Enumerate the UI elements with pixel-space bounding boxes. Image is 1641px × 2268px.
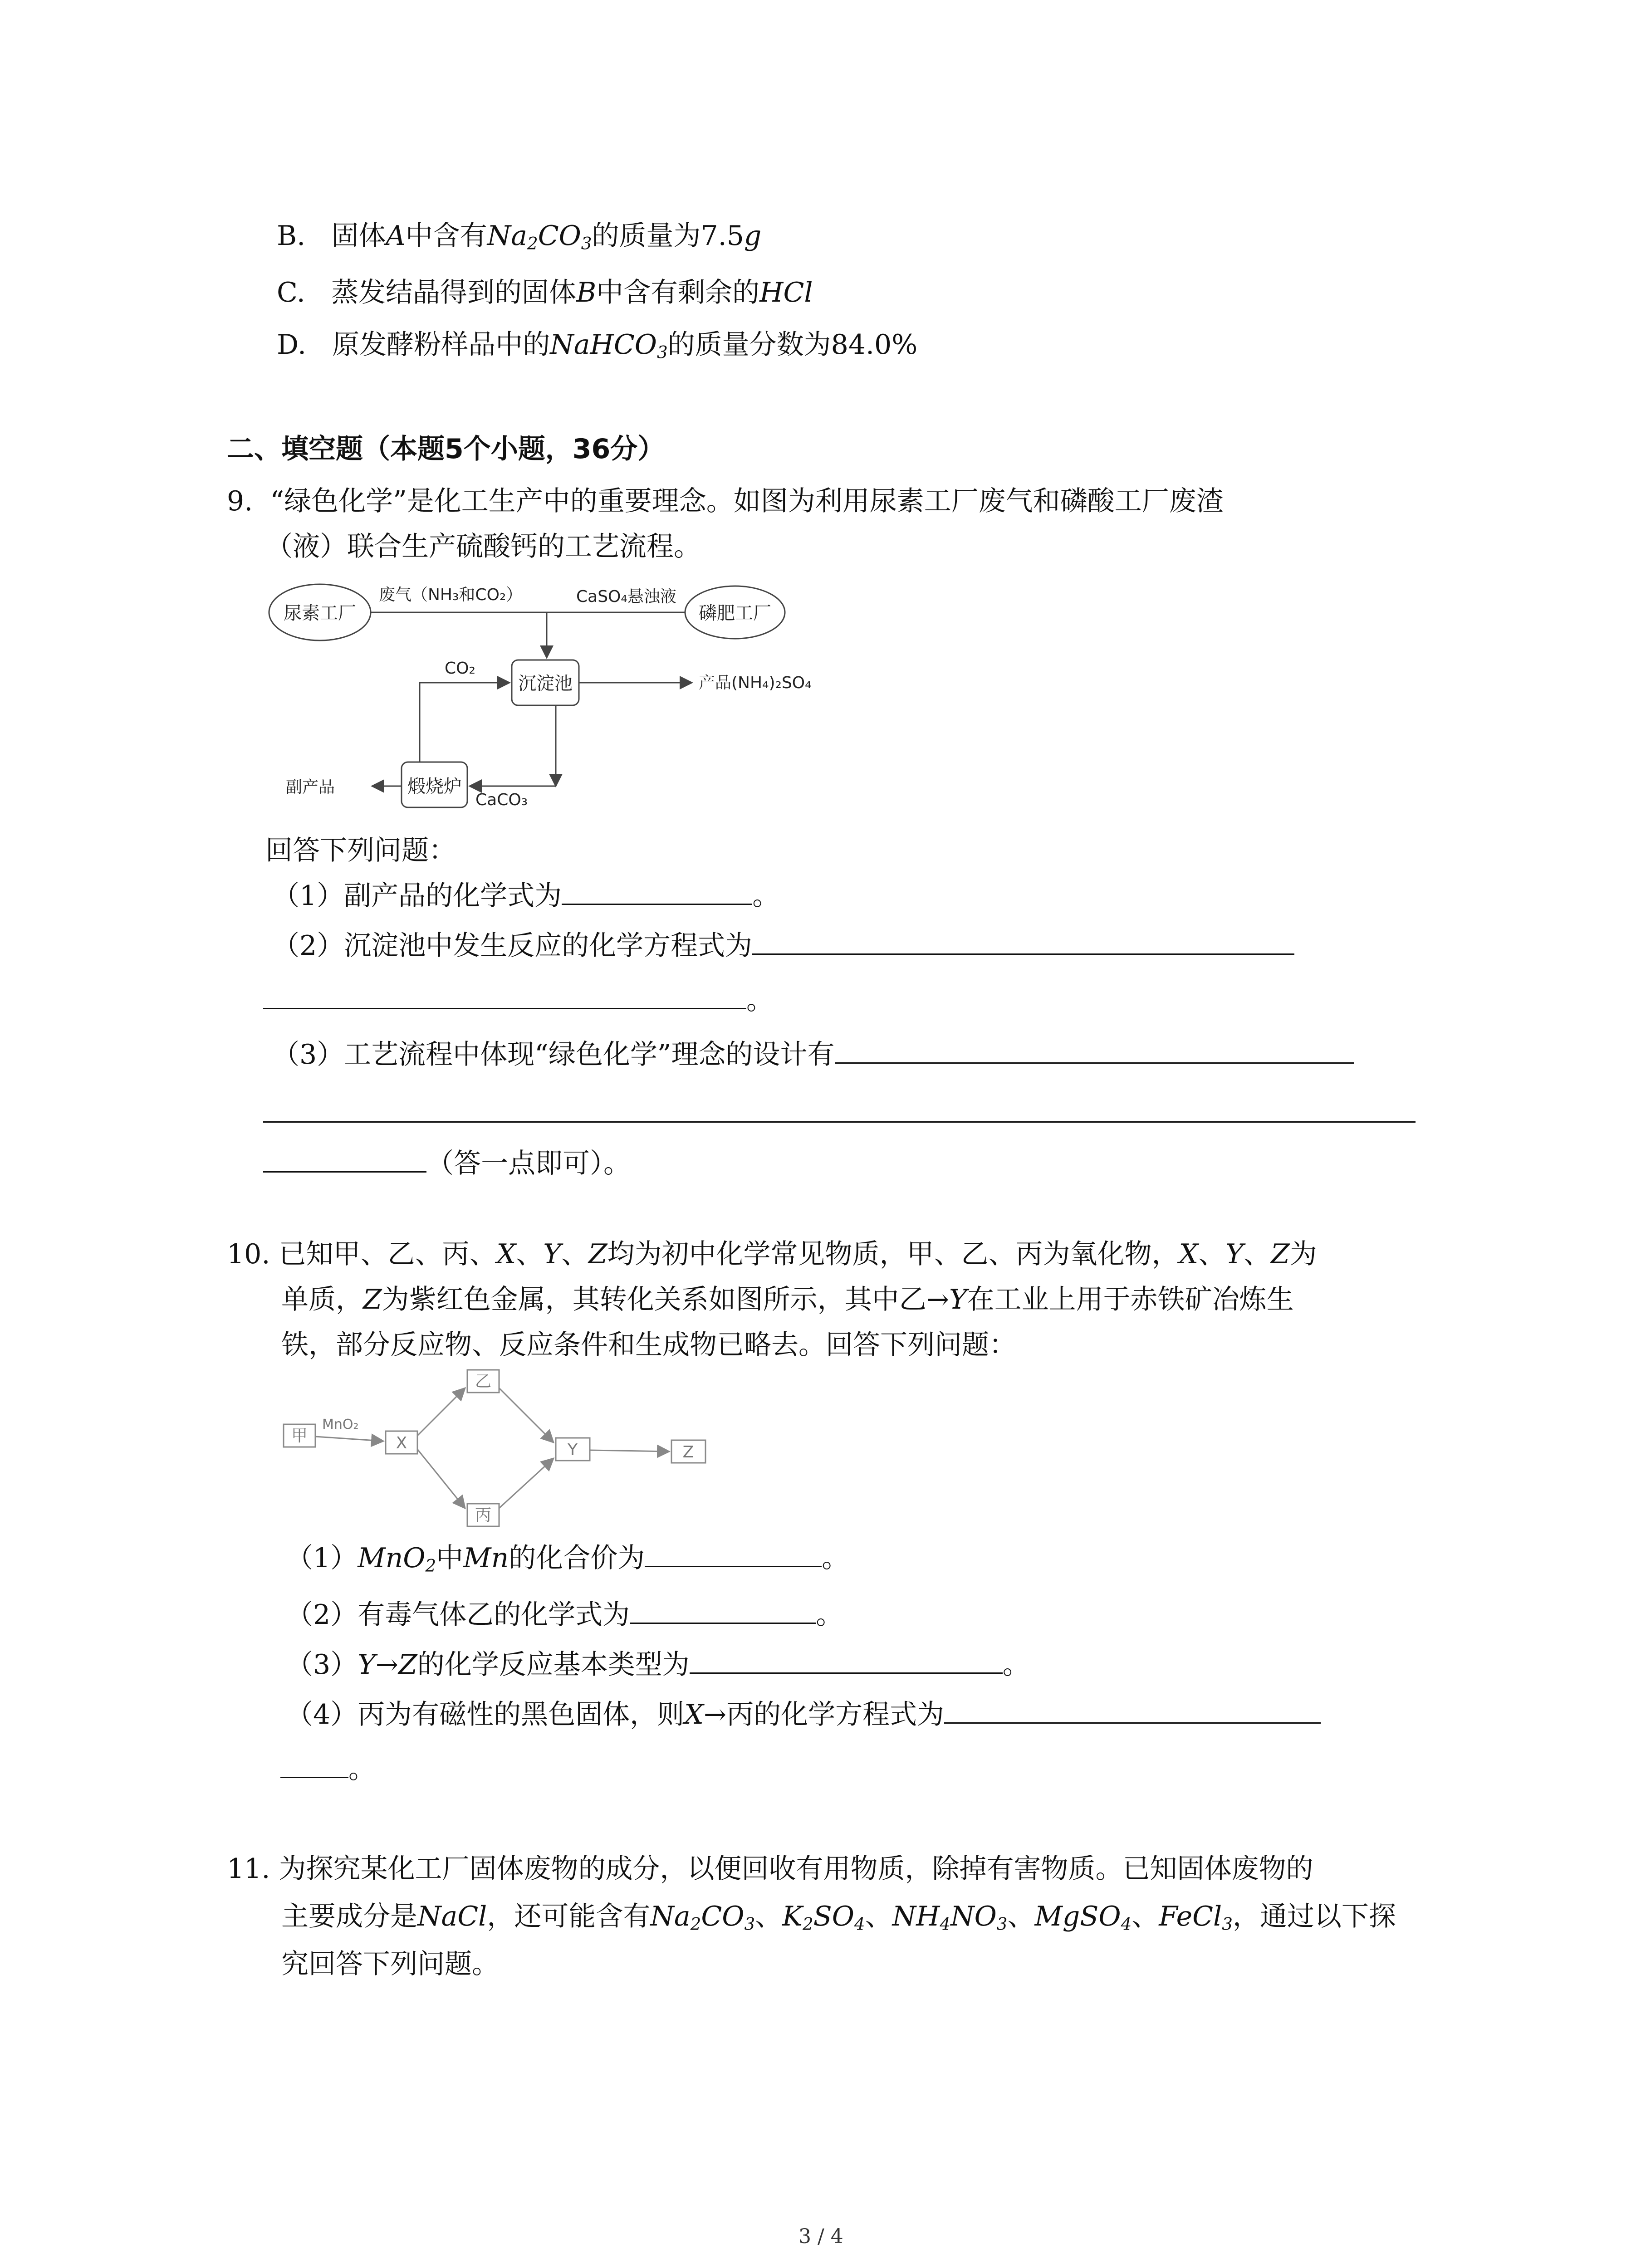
text: →丙的化学方程式为 — [703, 1699, 945, 1730]
z-label: Z — [682, 1443, 694, 1461]
f: Na — [487, 220, 528, 252]
var: X — [1179, 1238, 1199, 1270]
text: 、 — [1007, 1901, 1035, 1932]
f: K — [782, 1901, 803, 1932]
q10-part4-cont — [280, 1751, 376, 1787]
bing-label: 丙 — [475, 1506, 492, 1525]
q10-part2 — [286, 1597, 843, 1633]
text: 已知甲、乙、丙、 — [279, 1238, 497, 1270]
text: → — [375, 1649, 399, 1681]
mno2-label: MnO₂ — [322, 1417, 359, 1432]
f: MnO — [358, 1542, 426, 1574]
formula — [358, 1542, 436, 1574]
sub: 3 — [581, 233, 592, 254]
text: 、 — [561, 1238, 588, 1270]
answer-blank[interactable] — [280, 1751, 348, 1778]
text: 的化学反应基本类型为 — [417, 1649, 690, 1681]
q9-part3-cont — [263, 1145, 631, 1182]
formula: NaCl — [417, 1901, 487, 1932]
f: NO — [950, 1901, 997, 1932]
text: （3）工艺流程中体现“绿色化学”理念的设计有 — [272, 1039, 835, 1070]
text: 单质， — [281, 1284, 363, 1315]
text: 。 — [752, 880, 780, 912]
answer-blank[interactable] — [562, 878, 752, 905]
f: Na — [650, 1901, 691, 1932]
text: 主要成分是 — [281, 1901, 417, 1932]
unit: g — [744, 220, 762, 252]
q11-line3: 究回答下列问题。 — [281, 1948, 499, 1980]
byproduct-label: 副产品 — [286, 778, 335, 797]
q10-part4 — [286, 1696, 1321, 1733]
answer-blank[interactable] — [263, 982, 746, 1009]
product-label: 产品(NH₄)₂SO₄ — [699, 674, 812, 692]
q9-prompt: 回答下列问题： — [265, 835, 456, 866]
text: 原发酵粉样品中的 — [332, 329, 550, 361]
y-label: Y — [568, 1441, 578, 1459]
calciner-label: 煅烧炉 — [407, 776, 462, 797]
var: X — [496, 1238, 516, 1270]
text: 的质量为7.5 — [592, 220, 744, 252]
text: 。 — [348, 1753, 376, 1785]
q9-flow-diagram — [263, 569, 844, 828]
option-label: D. — [277, 329, 307, 361]
f: FeCl — [1159, 1901, 1222, 1932]
formula: HCl — [759, 277, 813, 308]
sub: 4 — [1121, 1914, 1132, 1934]
text: 、 — [755, 1901, 783, 1932]
var: Y — [358, 1649, 376, 1681]
answer-blank[interactable] — [690, 1647, 1003, 1674]
f: NaHCO — [550, 329, 657, 361]
f: SO — [813, 1901, 854, 1932]
text: 的化合价为 — [509, 1542, 645, 1574]
answer-blank[interactable] — [835, 1037, 1354, 1064]
text: 、 — [1132, 1901, 1159, 1932]
formula — [1034, 1901, 1132, 1932]
text: 蒸发结晶得到的固体 — [331, 277, 577, 308]
q10-line2 — [281, 1281, 1294, 1318]
waste-gas-label: 废气（NH₃和CO₂） — [379, 586, 523, 604]
text: “绿色化学”是化工生产中的重要理念。如图为利用尿素工厂废气和磷酸工厂废渣 — [270, 485, 1224, 517]
text: 。 — [1002, 1649, 1030, 1681]
f: NH — [892, 1901, 940, 1932]
text: 。 — [822, 1542, 849, 1574]
option-label: B. — [277, 220, 306, 252]
text: （3） — [286, 1649, 358, 1681]
text: （4）丙为有磁性的黑色固体，则 — [286, 1699, 685, 1730]
sub: 3 — [996, 1914, 1008, 1934]
text: 均为初中化学常见物质，甲、乙、丙为氧化物， — [607, 1238, 1179, 1270]
text: 为探究某化工厂固体废物的成分，以便回收有用物质，除掉有害物质。已知固体废物的 — [279, 1853, 1313, 1885]
formula — [782, 1901, 865, 1932]
option-b — [277, 218, 761, 254]
answer-blank[interactable] — [752, 928, 1294, 955]
formula — [650, 1901, 755, 1932]
f: CO — [538, 220, 581, 252]
q9-part3 — [272, 1036, 1354, 1073]
sub: 3 — [656, 342, 668, 362]
formula — [1159, 1901, 1233, 1932]
text: 、 — [516, 1238, 544, 1270]
q9-line1 — [227, 483, 1224, 519]
text: 、 — [1198, 1238, 1226, 1270]
text: 中含有 — [405, 220, 487, 252]
question-number: 11. — [227, 1853, 270, 1885]
text: 中 — [436, 1542, 464, 1574]
jia-label: 甲 — [291, 1427, 308, 1445]
section-title: 二、填空题（本题5个小题，36分） — [227, 433, 665, 465]
sub: 2 — [690, 1914, 701, 1934]
q11-line2 — [281, 1898, 1396, 1935]
answer-blank[interactable] — [645, 1540, 822, 1567]
q9-line2: （液）联合生产硫酸钙的工艺流程。 — [265, 531, 701, 562]
var: Y — [1225, 1238, 1244, 1270]
text: 为紫红色金属，其转化关系如图所示，其中乙→ — [382, 1284, 949, 1315]
q10-line1 — [227, 1236, 1317, 1272]
text: （1）副产品的化学式为 — [272, 880, 562, 912]
co2-label: CO₂ — [445, 659, 475, 678]
q9-part1 — [272, 878, 779, 914]
settling-tank-label: 沉淀池 — [518, 673, 573, 694]
text: 为 — [1289, 1238, 1317, 1270]
q10-part1 — [286, 1540, 849, 1576]
text: 。 — [746, 984, 774, 1016]
question-number: 9. — [227, 485, 253, 517]
text: ，还可能含有 — [487, 1901, 651, 1932]
caso4-label: CaSO₄悬浊液 — [576, 587, 676, 606]
sub: 2 — [527, 233, 538, 254]
option-c — [277, 274, 813, 311]
q11-line1 — [227, 1851, 1313, 1887]
var: Z — [1270, 1238, 1290, 1270]
text: 的质量分数为84.0% — [667, 329, 918, 361]
sub: 3 — [1222, 1914, 1233, 1934]
answer-blank[interactable] — [263, 1146, 426, 1173]
q10-transformation-diagram — [281, 1368, 726, 1529]
sub: 2 — [425, 1555, 436, 1576]
text: 固体 — [331, 220, 386, 252]
option-d — [277, 327, 917, 363]
text: 、 — [1243, 1238, 1271, 1270]
text: 在工业上用于赤铁矿冶炼生 — [967, 1284, 1294, 1315]
caco3-label: CaCO₃ — [475, 791, 528, 809]
q9-part2 — [272, 928, 1294, 964]
sub: 4 — [940, 1914, 951, 1934]
question-number: 10. — [227, 1238, 270, 1270]
q10-part3 — [286, 1647, 1030, 1683]
var: X — [684, 1699, 704, 1730]
q10-line3: 铁，部分反应物、反应条件和生成物已略去。回答下列问题： — [281, 1329, 1016, 1361]
var: Z — [363, 1284, 382, 1315]
var: Y — [543, 1238, 561, 1270]
var: B — [576, 277, 597, 308]
sub: 3 — [744, 1914, 755, 1934]
answer-blank[interactable] — [630, 1597, 816, 1624]
var: Z — [398, 1649, 417, 1681]
option-label: C. — [277, 277, 305, 308]
urea-plant-label: 尿素工厂 — [284, 603, 356, 624]
q9-part2-cont — [263, 982, 774, 1018]
text: 中含有剩余的 — [596, 277, 760, 308]
var: A — [386, 220, 406, 252]
page-number: 3 / 4 — [798, 2225, 843, 2248]
answer-blank[interactable] — [944, 1697, 1321, 1724]
sub: 2 — [802, 1914, 813, 1934]
text: （2）沉淀池中发生反应的化学方程式为 — [272, 930, 753, 962]
text: ，通过以下探 — [1232, 1901, 1396, 1932]
answer-line[interactable] — [263, 1121, 1416, 1123]
formula — [892, 1901, 1008, 1932]
sub: 4 — [854, 1914, 865, 1934]
formula — [487, 220, 592, 252]
var: Z — [588, 1238, 607, 1270]
text: （2）有毒气体乙的化学式为 — [286, 1599, 630, 1631]
x-label: X — [396, 1434, 407, 1452]
text: 、 — [865, 1901, 892, 1932]
text: 。 — [816, 1599, 843, 1631]
f: MgSO — [1034, 1901, 1121, 1932]
text: （1） — [286, 1542, 358, 1574]
yi-label: 乙 — [475, 1372, 492, 1391]
formula: Mn — [463, 1542, 509, 1574]
formula — [550, 329, 667, 361]
text: （答一点即可）。 — [426, 1148, 631, 1179]
phosphate-plant-label: 磷肥工厂 — [699, 603, 771, 624]
f: CO — [701, 1901, 745, 1932]
var: Y — [949, 1284, 967, 1315]
